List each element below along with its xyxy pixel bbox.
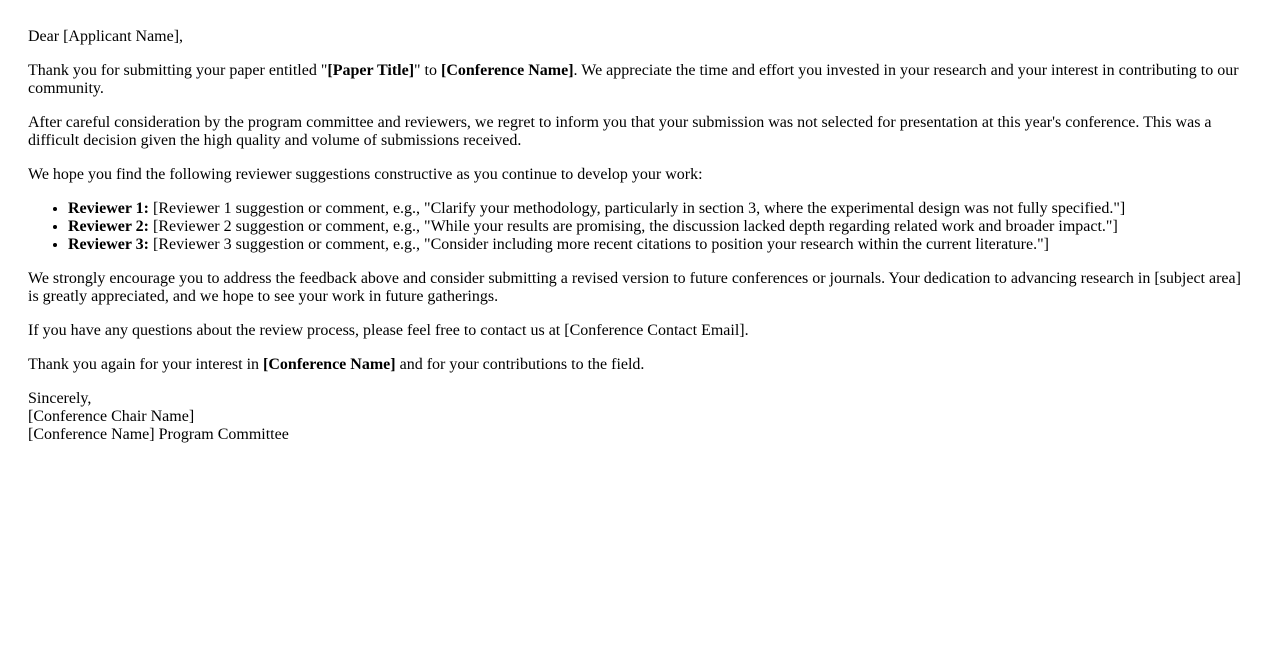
reviewer-item [68,200,1250,218]
thanks-text-1: Thank you again for your interest in [28,356,264,373]
suggestions-intro: We hope you find the following reviewer suggestions constructive as you continue to develop your work: [28,166,703,183]
contact-paragraph: If you have any questions about the review process, please feel free to contact us at [Conference Contact Email]. [28,322,749,339]
conference-name: [Conference Name] [263,356,396,373]
thanks-paragraph [28,356,1250,374]
reviewer-label: Reviewer 3: [68,236,149,253]
reviewer-comment: [Reviewer 1 suggestion or comment, e.g., "Clarify your methodology, particularly in section 3, where the experimental design was not fully specified."] [149,200,1126,217]
thanks-text-2: and for your contributions to the field. [395,356,645,373]
reviewer-item [68,236,1250,254]
intro-text-2: " to [414,62,441,79]
reviewer-label: Reviewer 2: [68,218,149,235]
reviewer-item [68,218,1250,236]
reviewer-comment: [Reviewer 3 suggestion or comment, e.g., "Consider including more recent citations to position your research within the current literature."] [149,236,1049,253]
chair-name: [Conference Chair Name] [28,408,195,425]
reviewer-comment: [Reviewer 2 suggestion or comment, e.g., "While your results are promising, the discussion lacked depth regarding related work and broader impact."] [149,218,1118,235]
reviewer-label: Reviewer 1: [68,200,149,217]
decision-paragraph: After careful consideration by the program committee and reviewers, we regret to inform you that your submission was not selected for presentation at this year's conference. This was a difficult decision given the high quality and volume of submissions received. [28,114,1212,149]
rejection-letter [28,28,1250,460]
closing: Sincerely, [28,390,92,407]
signature-block [28,390,1250,444]
intro-text-1: Thank you for submitting your paper entitled " [28,62,328,79]
reviewer-list [28,200,1250,254]
encouragement-paragraph: We strongly encourage you to address the feedback above and consider submitting a revised version to future conferences or journals. Your dedication to advancing research in [subject area] is greatly appreciated, and we hope to see your work in future gatherings. [28,270,1241,305]
intro-paragraph [28,62,1250,98]
paper-title: [Paper Title] [327,62,415,79]
intro-text-3: . We appreciate the time and effort you invested in your research and your interest in contributing to our community. [28,62,1239,97]
conference-name: [Conference Name] [441,62,574,79]
greeting: Dear [Applicant Name], [28,28,184,45]
committee-name: [Conference Name] Program Committee [28,426,289,443]
